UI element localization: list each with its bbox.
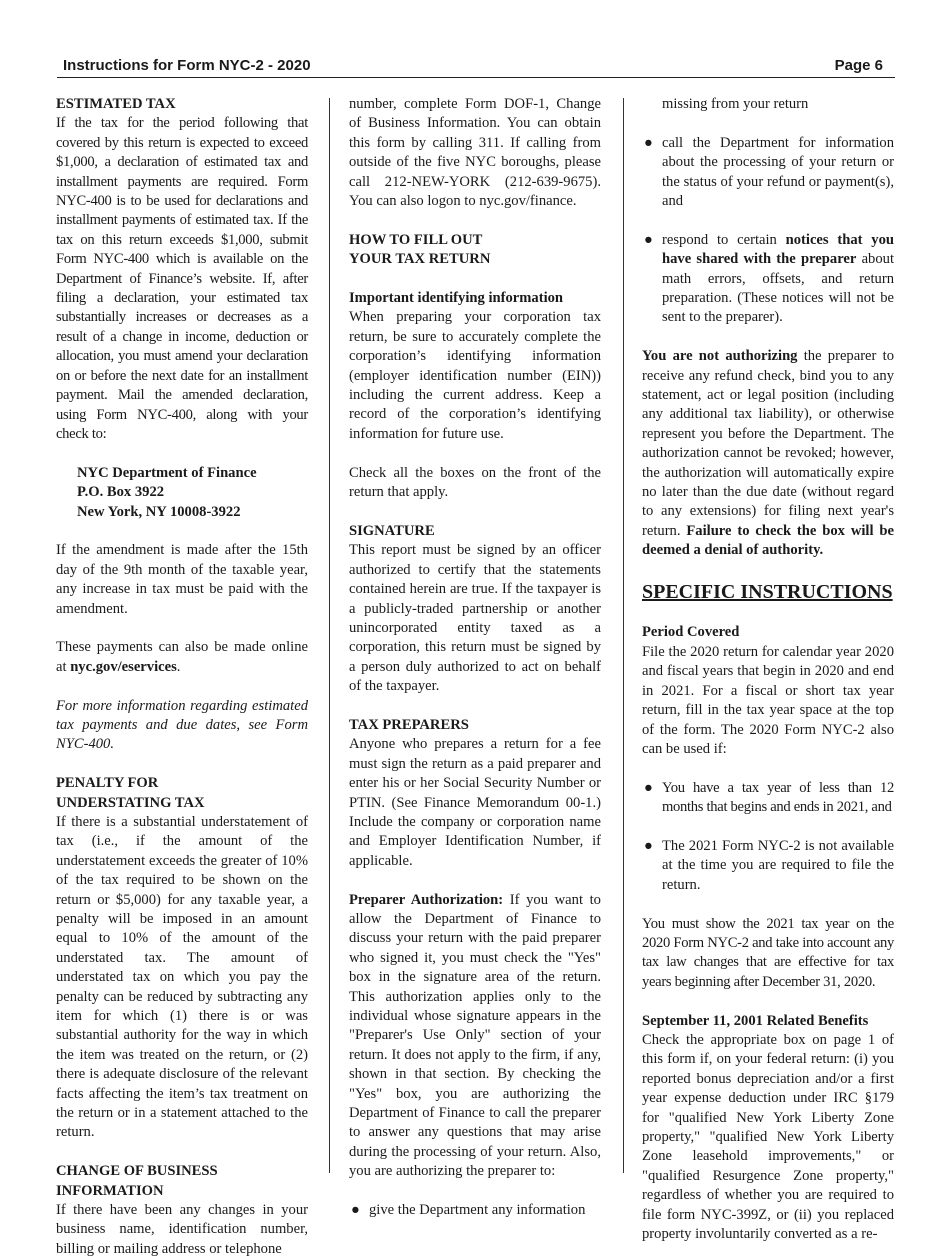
not-authorizing-body: the preparer to receive any refund check, bind you to any statement, act or legal position (including any additional tax liability), or otherwise represent you before the Department. The authorization cannot be revoked; however, the authorization will automatically expire no later than the due date (without regard to any extensions) for filing next year's return. <box>642 348 894 539</box>
september-11-body: Check the appropriate box on page 1 of this form if, on your federal return: (i) you reported bonus depreciation and/or a first year expense deduction under IRC §179 for "qualified New York Liberty Zone property," "qualified New York Liberty Zone leasehold improvements," or "qualified Resurgence Zone property," regardless of whether you are required to file form NYC-399Z, or (ii) you replaced property involuntarily converted as a re- <box>642 1031 894 1243</box>
preparer-authorization-body: If you want to allow the Department of Finance to discuss your return with the paid preparer who signed it, you must check the "Yes" box in the signature area of the return. This authorization applies only to the individual whose signature appears in the "Preparer's Use Only" section of your return. It does not apply to the firm, if any, shown in that section. By checking the "Yes" box, you are authorizing the Department of Finance to call the preparer to answer any questions that may arise during the processing of your return. Also, you are authorizing the preparer to: <box>349 891 601 1180</box>
penalty-body: If there is a substantial understatement of tax (i.e., if the amount of the understatement exceeds the greater of 10% of the tax required to be shown on the return or $5,000) for any taxable year, a penalty will be imposed in an amount equal to 10% of the amount of the understated tax. The amount of understated tax on which you pay the penalty can be reduced by subtracting any item for which (1) there is or was substantial authority for the way in which the item was treated on the return, or (2) there is adequate disclosure of the relevant facts affecting the item’s tax treatment on the return or in a statement attached to the return. <box>56 813 308 1141</box>
tax-year-2021-paragraph: You must show the 2021 tax year on the 2020 Form NYC-2 and take into account any tax law changes that are effective for tax years beginning after December 31, 2020. <box>642 915 894 990</box>
column-divider-2 <box>623 98 624 1173</box>
how-to-heading-line-2: YOUR TAX RETURN <box>349 251 491 268</box>
more-info-note: For more information regarding estimated tax payments and due dates, see Form NYC-400. <box>56 697 308 753</box>
period-covered-heading: Period Covered <box>642 624 740 641</box>
authorization-bullet-2 <box>642 134 894 212</box>
period-bullet-1 <box>642 779 894 818</box>
change-heading-line-2: INFORMATION <box>56 1182 164 1199</box>
authorization-bullet-3 <box>642 231 894 328</box>
column-1 <box>56 95 308 1259</box>
bullet-icon: ● <box>644 134 653 151</box>
bullet-3-bold: notices that you have shared with the preparer <box>662 231 895 268</box>
bullet-3-pre: respond to certain <box>662 231 786 248</box>
bullet-text: call the Department for information about the processing of your return or the status of your refund or payment(s), and <box>662 134 894 210</box>
page-header <box>57 55 895 78</box>
tax-preparers-body: Anyone who prepares a return for a fee must sign the return as a paid preparer and enter his or her Social Security Number or PTIN. (See Finance Memorandum 00-1.) Include the company or corporation name and Employer Identification Number, if applicable. <box>349 736 601 869</box>
address-line-3: New York, NY 10008-3922 <box>77 503 241 520</box>
denial-warning: Failure to check the box will be deemed a denial of authority. <box>642 522 894 559</box>
column-3 <box>642 95 894 1244</box>
header-page-number: Page 6 <box>834 57 883 74</box>
how-to-heading-line-1: HOW TO FILL OUT <box>349 231 483 248</box>
bullet-icon: ● <box>644 837 653 854</box>
amendment-paragraph: If the amendment is made after the 15th day of the 9th month of the taxable year, any increase in tax must be paid with the amendment. <box>56 542 308 617</box>
penalty-heading-line-1: PENALTY FOR <box>56 775 159 792</box>
mailing-address <box>56 464 308 522</box>
column-divider-1 <box>329 98 330 1173</box>
change-heading-line-1: CHANGE OF BUSINESS <box>56 1163 218 1180</box>
preparer-authorization-label: Preparer Authorization: <box>349 891 504 908</box>
authorization-bullet-1-continued: missing from your return <box>662 96 809 112</box>
bullet-icon: ● <box>644 231 653 248</box>
bullet-3-post: about math errors, offsets, and return preparation. (These notices will not be sent to the preparer). <box>662 251 894 326</box>
tax-preparers-heading: TAX PREPARERS <box>349 716 469 733</box>
estimated-tax-body: If the tax for the period following that covered by this return is expected to exceed $1,000, a declaration of estimated tax and installment payments are required. Form NYC-400 is to be used for declarations and installment payments of estimated tax. If the tax on this return exceeds $1,000, submit Form NYC-400 which is available on the Department of Finance’s website. If, after filing a declaration, your estimated tax substantially increases or decreases as a result of a change in income, deduction or allocation, you must amend your declaration on or before the next date for an installment payment. Mail the amended declaration, using Form NYC-400, along with your check to: <box>56 115 308 442</box>
change-body: If there have been any changes in your business name, identification number, billing or mailing address or telephone <box>56 1202 308 1257</box>
change-body-continued: number, complete Form DOF-1, Change of Business Information. You can obtain this form by calling 311. If calling from outside of the five NYC boroughs, please call 212-NEW-YORK (212-639-9675). You can also logon to nyc.gov/finance. <box>349 96 601 210</box>
identifying-info-body: When preparing your corporation tax return, be sure to accurately complete the corporation’s identifying information (employer identification number (EIN)) including the current address. Keep a record of the corporation’s identifying information for future use. <box>349 309 601 442</box>
specific-instructions-heading: SPECIFIC INSTRUCTIONS <box>642 581 893 604</box>
identifying-info-heading: Important identifying information <box>349 290 564 307</box>
period-covered-body: File the 2020 return for calendar year 2020 and fiscal years that begin in 2020 and end in 2021. For a fiscal or short tax year return, fill in the tax year space at the top of the form. The 2020 Form NYC-2 also can be used if: <box>642 643 894 757</box>
header-title: Instructions for Form NYC-2 - 2020 <box>63 57 311 74</box>
not-authorizing-paragraph <box>642 347 894 560</box>
bullet-text: You have a tax year of less than 12 months that begins and ends in 2021, and <box>662 779 894 816</box>
not-authorizing-label: You are not authorizing <box>642 348 798 365</box>
online-prefix: These payments can also be made online at <box>56 639 308 675</box>
eservices-link[interactable]: nyc.gov/eservices <box>70 658 177 675</box>
online-payment-paragraph <box>56 638 308 677</box>
bullet-text: The 2021 Form NYC-2 is not available at the time you are required to file the return. <box>662 837 894 893</box>
address-line-2: P.O. Box 3922 <box>77 484 165 501</box>
column-2 <box>349 95 601 1220</box>
preparer-authorization-paragraph <box>349 891 601 1182</box>
bullet-text <box>662 231 894 328</box>
penalty-heading-line-2: UNDERSTATING TAX <box>56 794 205 811</box>
online-suffix: . <box>176 658 181 675</box>
signature-body: This report must be signed by an officer authorized to certify that the statements contained herein are true. If the taxpayer is a publicly-traded partnership or another unincorporated entity taxed as a corporation, this return must be signed by a person duly authorized to act on behalf of the taxpayer. <box>349 542 601 695</box>
bullet-icon: ● <box>644 779 653 796</box>
bullet-icon: ● <box>351 1202 360 1219</box>
bullet-text: give the Department any information <box>369 1202 586 1219</box>
signature-heading: SIGNATURE <box>349 522 435 539</box>
period-bullet-2 <box>642 837 894 895</box>
address-line-1: NYC Department of Finance <box>77 464 257 481</box>
estimated-tax-heading: ESTIMATED TAX <box>56 96 176 112</box>
check-boxes-paragraph: Check all the boxes on the front of the return that apply. <box>349 464 601 501</box>
september-11-heading: September 11, 2001 Related Benefits <box>642 1012 869 1029</box>
authorization-bullet-1 <box>349 1201 601 1220</box>
